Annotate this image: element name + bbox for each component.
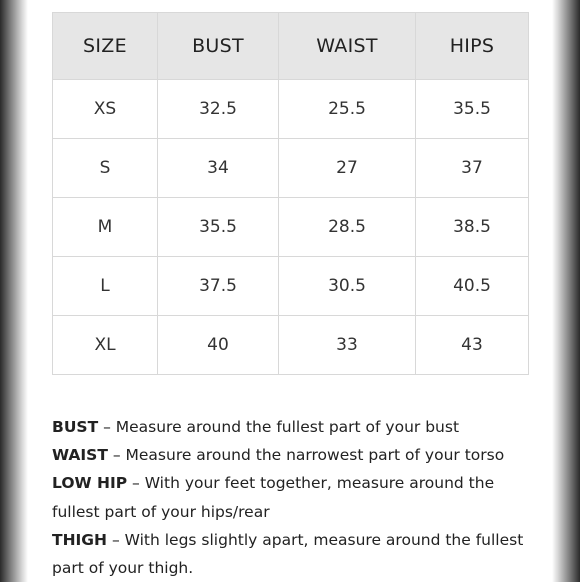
- cell-hips: 38.5: [416, 198, 529, 257]
- note-waist: [52, 441, 532, 469]
- note-bust: [52, 413, 532, 441]
- cell-hips: 35.5: [416, 80, 529, 139]
- table-row: [53, 316, 529, 375]
- note-term: BUST: [52, 418, 99, 436]
- cell-waist: 27: [279, 139, 416, 198]
- cell-size: L: [53, 257, 158, 316]
- cell-hips: 37: [416, 139, 529, 198]
- cell-bust: 32.5: [158, 80, 279, 139]
- note-term: LOW HIP: [52, 474, 128, 493]
- cell-waist: 28.5: [279, 198, 416, 257]
- cell-bust: 35.5: [158, 198, 279, 257]
- note-text: – Measure around the fullest part of your bust: [98, 418, 460, 436]
- cell-size: S: [53, 139, 158, 198]
- note-text: – With legs slightly apart, measure around the fullest part of your thigh.: [52, 530, 524, 578]
- cell-bust: 34: [158, 139, 279, 198]
- cell-size: XS: [53, 80, 158, 139]
- table-row: [53, 198, 529, 257]
- table-header-row: [53, 13, 529, 80]
- header-waist: WAIST: [279, 13, 416, 80]
- table-row: [53, 139, 529, 198]
- cell-size: XL: [53, 316, 158, 375]
- cell-waist: 30.5: [279, 257, 416, 316]
- cell-bust: 37.5: [158, 257, 279, 316]
- table-row: [53, 257, 529, 316]
- size-chart-table: [52, 12, 529, 375]
- cell-waist: 33: [279, 316, 416, 375]
- cell-waist: 25.5: [279, 80, 416, 139]
- header-size: SIZE: [53, 13, 158, 80]
- note-text: – With your feet together, measure around the fullest part of your hips/rear: [52, 474, 495, 521]
- cell-hips: 43: [416, 316, 529, 375]
- content-panel: [28, 0, 552, 580]
- table-row: [53, 80, 529, 139]
- cell-bust: 40: [158, 316, 279, 375]
- measurement-notes: [52, 413, 532, 582]
- header-hips: HIPS: [416, 13, 529, 80]
- cell-hips: 40.5: [416, 257, 529, 316]
- note-term: THIGH: [52, 530, 108, 549]
- cell-size: M: [53, 198, 158, 257]
- note-thigh: [52, 526, 532, 582]
- note-low-hip: [52, 469, 532, 525]
- header-bust: BUST: [158, 13, 279, 80]
- note-text: – Measure around the narrowest part of your torso: [107, 446, 505, 465]
- note-term: WAIST: [52, 446, 108, 465]
